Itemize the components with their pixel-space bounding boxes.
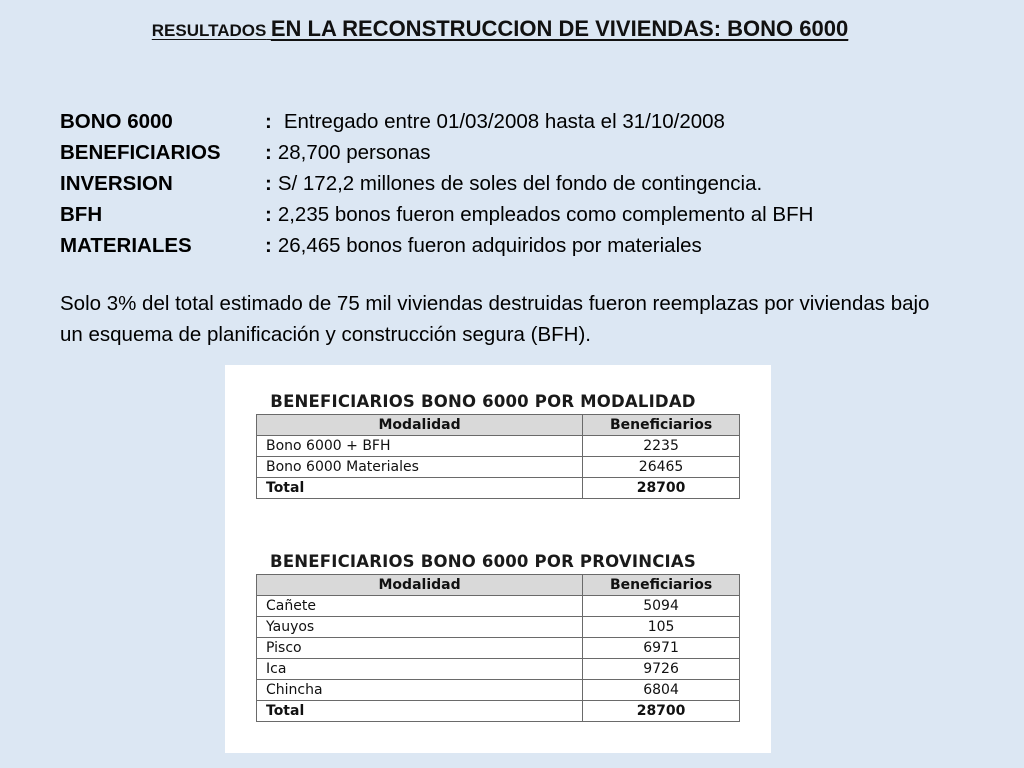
table-cell: 28700 bbox=[583, 478, 740, 499]
summary-paragraph: Solo 3% del total estimado de 75 mil viviendas destruidas fueron reemplazas por viviendas bajo un esquema de planificación y construcción segura (BFH). bbox=[60, 292, 930, 346]
table-row bbox=[257, 596, 740, 617]
table-cell: Chincha bbox=[257, 680, 583, 701]
fact-label: BONO 6000 bbox=[60, 110, 173, 133]
header-cell: Modalidad bbox=[257, 415, 583, 436]
table-cell: 26465 bbox=[583, 457, 740, 478]
fact-separator: : bbox=[265, 141, 272, 164]
table-cell: 2235 bbox=[583, 436, 740, 457]
table-cell: 9726 bbox=[583, 659, 740, 680]
table-row bbox=[257, 617, 740, 638]
fact-row-beneficiarios bbox=[60, 137, 813, 168]
tables-image bbox=[225, 365, 771, 753]
fact-label: MATERIALES bbox=[60, 234, 192, 257]
fact-value: S/ 172,2 millones de soles del fondo de contingencia. bbox=[277, 172, 763, 195]
table-cell: Yauyos bbox=[257, 617, 583, 638]
fact-value: 26,465 bonos fueron adquiridos por materiales bbox=[277, 234, 702, 257]
table-cell: 5094 bbox=[583, 596, 740, 617]
table-cell: Total bbox=[257, 701, 583, 722]
fact-separator: : bbox=[265, 172, 272, 195]
table-total-row bbox=[257, 478, 740, 499]
table-provincias bbox=[256, 574, 740, 722]
fact-separator: : bbox=[265, 110, 272, 133]
table-modalidad-title: BENEFICIARIOS BONO 6000 POR MODALIDAD bbox=[270, 392, 696, 411]
table-cell: Bono 6000 Materiales bbox=[257, 457, 583, 478]
fact-separator: : bbox=[265, 234, 272, 257]
fact-label: INVERSION bbox=[60, 172, 173, 195]
table-header-row bbox=[257, 575, 740, 596]
table-row bbox=[257, 680, 740, 701]
table-header-row bbox=[257, 415, 740, 436]
header-cell: Modalidad bbox=[257, 575, 583, 596]
fact-value: Entregado entre 01/03/2008 hasta el 31/10/2008 bbox=[283, 110, 725, 133]
table-total-row bbox=[257, 701, 740, 722]
table-cell: Ica bbox=[257, 659, 583, 680]
table-cell: 28700 bbox=[583, 701, 740, 722]
table-row bbox=[257, 659, 740, 680]
table-row bbox=[257, 436, 740, 457]
header-cell: Beneficiarios bbox=[583, 575, 740, 596]
fact-value: 2,235 bonos fueron empleados como complemento al BFH bbox=[277, 203, 814, 226]
slide-title bbox=[0, 16, 1000, 42]
fact-label: BENEFICIARIOS bbox=[60, 141, 221, 164]
table-cell: Cañete bbox=[257, 596, 583, 617]
table-provincias-title: BENEFICIARIOS BONO 6000 POR PROVINCIAS bbox=[270, 552, 696, 571]
table-cell: Total bbox=[257, 478, 583, 499]
table-cell: 6804 bbox=[583, 680, 740, 701]
table-cell: Bono 6000 + BFH bbox=[257, 436, 583, 457]
fact-row-materiales bbox=[60, 230, 813, 261]
header-cell: Beneficiarios bbox=[583, 415, 740, 436]
slide-title-prefix: RESULTADOS bbox=[151, 21, 267, 40]
fact-row-bfh bbox=[60, 199, 813, 230]
facts-list bbox=[60, 106, 813, 261]
table-row bbox=[257, 457, 740, 478]
table-row bbox=[257, 638, 740, 659]
fact-value: 28,700 personas bbox=[277, 141, 431, 164]
fact-separator: : bbox=[265, 203, 272, 226]
slide-title-main: EN LA RECONSTRUCCION DE VIVIENDAS: BONO 6000 bbox=[270, 16, 849, 41]
table-cell: 6971 bbox=[583, 638, 740, 659]
fact-row-inversion bbox=[60, 168, 813, 199]
table-cell: Pisco bbox=[257, 638, 583, 659]
fact-row-bono bbox=[60, 106, 813, 137]
fact-label: BFH bbox=[60, 203, 103, 226]
table-cell: 105 bbox=[583, 617, 740, 638]
table-modalidad bbox=[256, 414, 740, 499]
